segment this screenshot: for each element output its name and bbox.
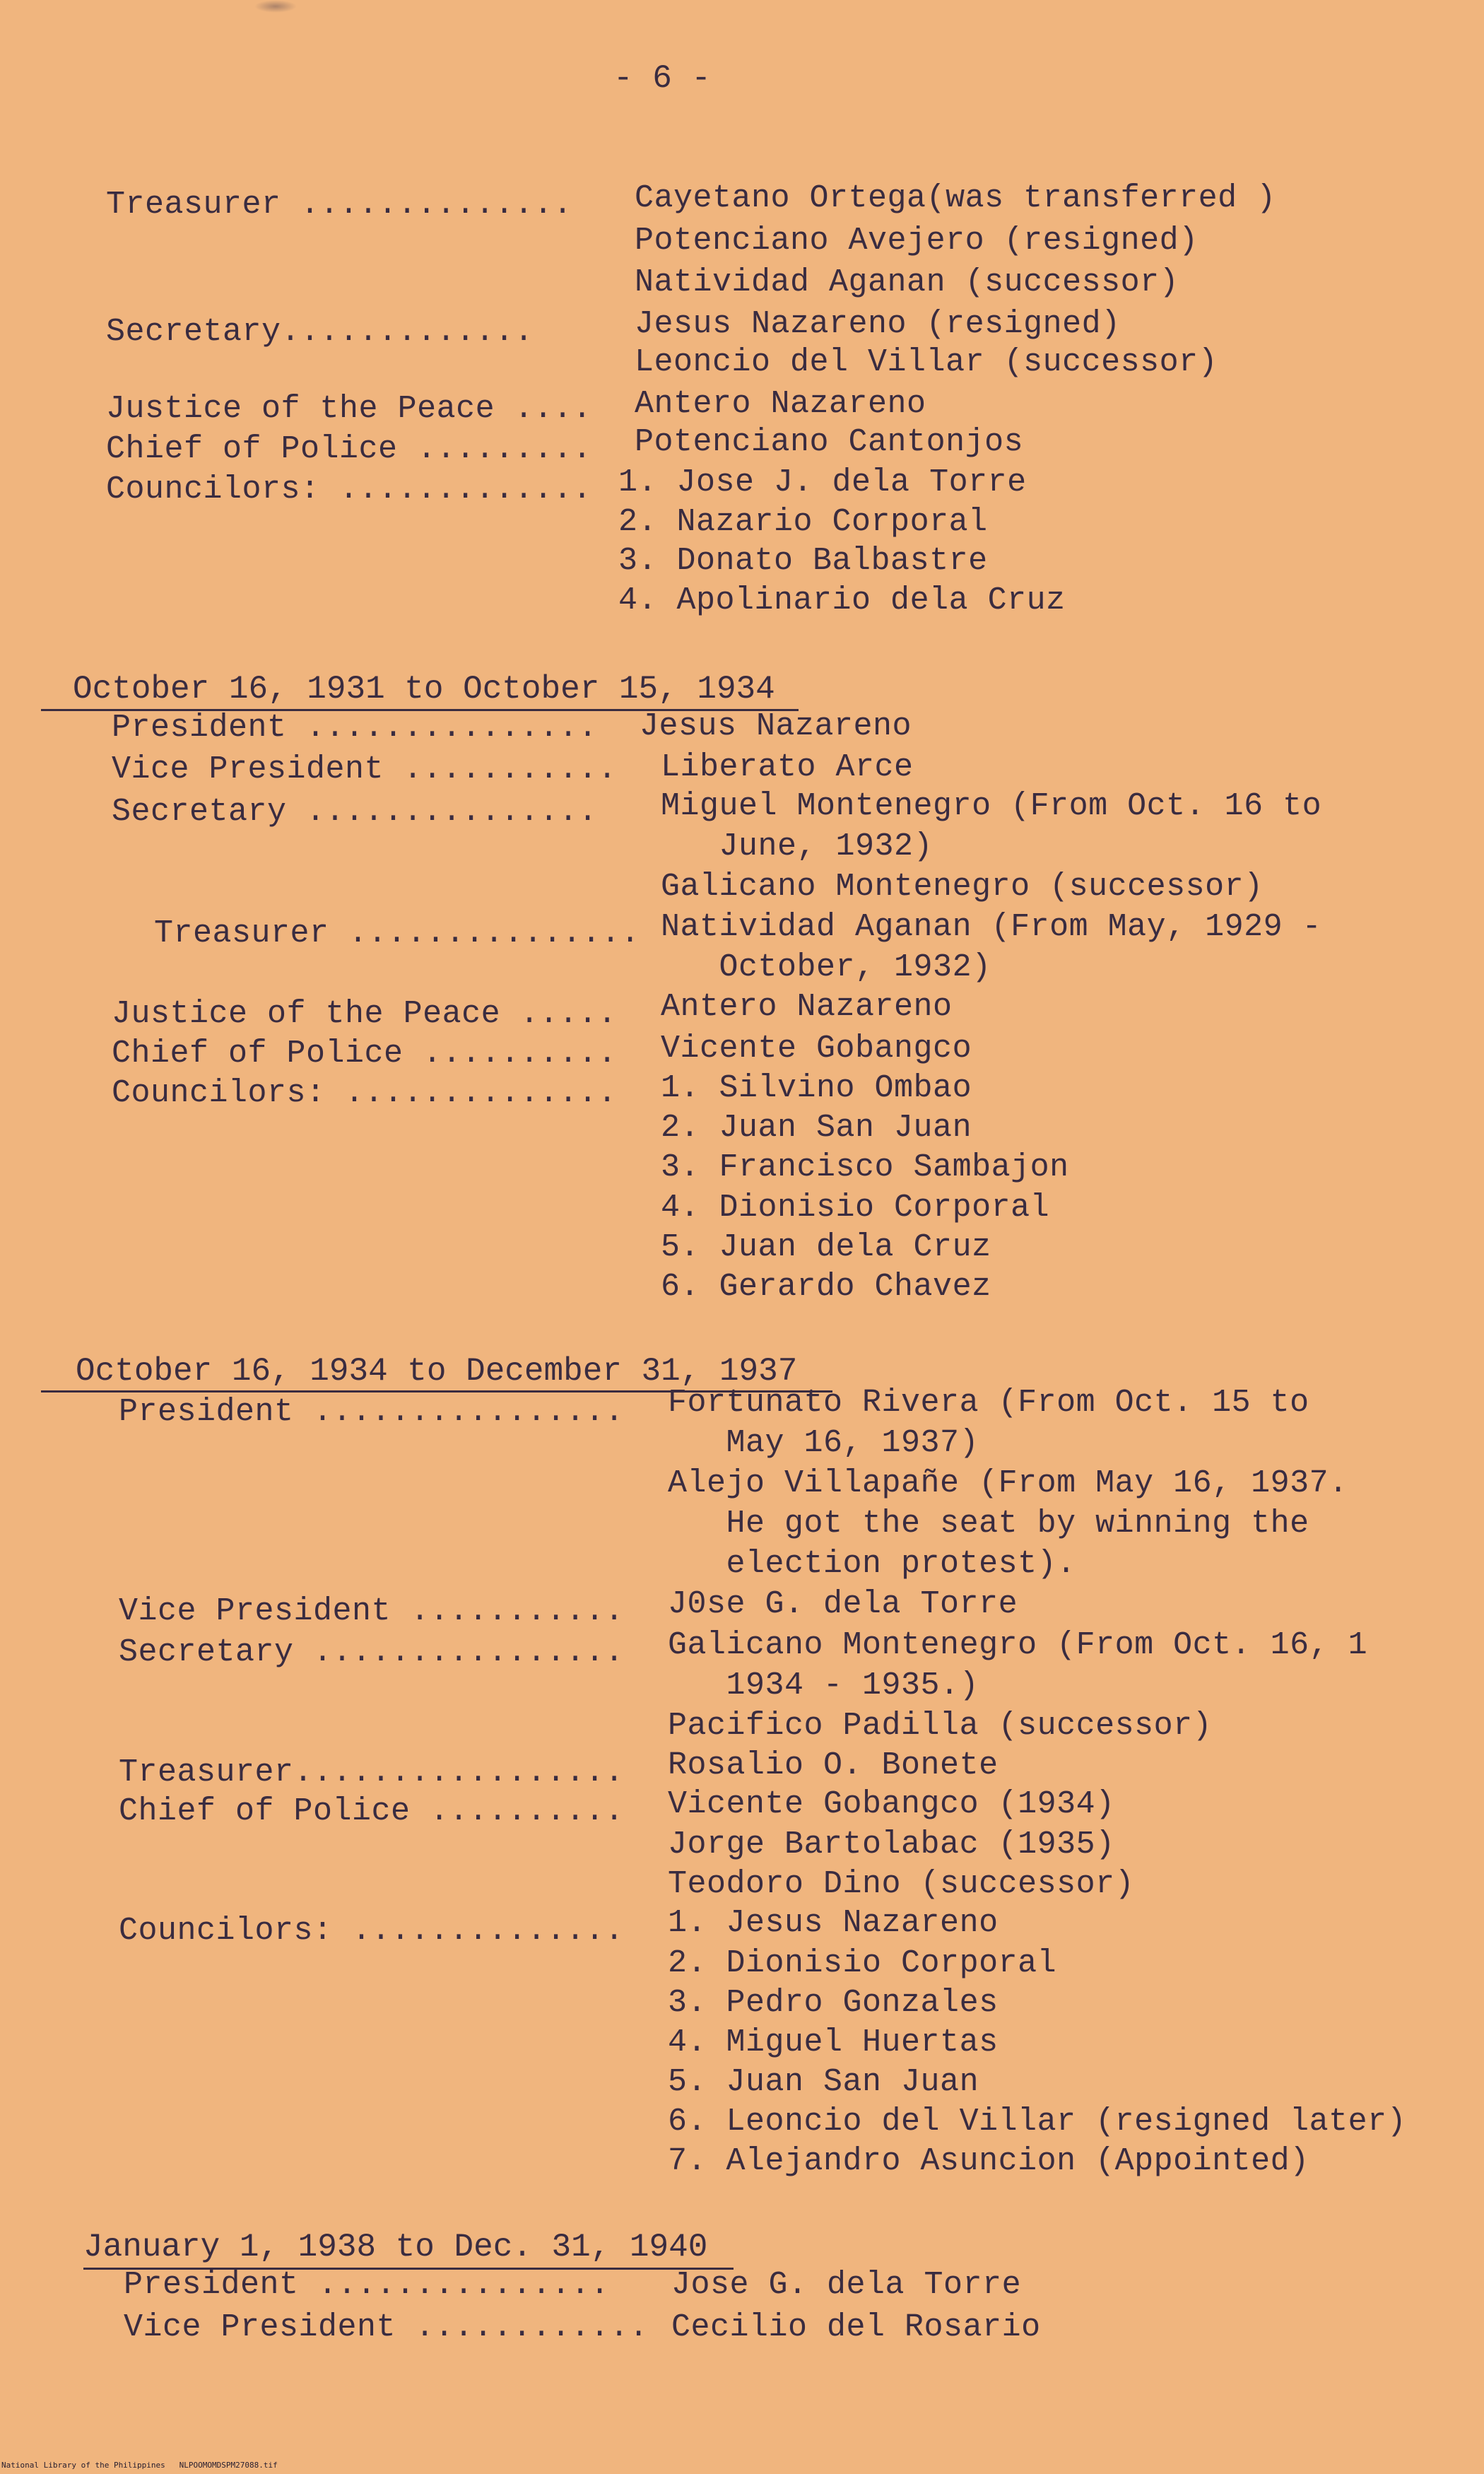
value-line: 7. Alejandro Asuncion (Appointed): [668, 2143, 1309, 2179]
value-line: October, 1932): [661, 949, 991, 985]
value-line: Jose G. dela Torre: [671, 2267, 1022, 2303]
value-line: Leoncio del Villar (successor): [635, 344, 1218, 380]
label-president: President ...............: [112, 710, 598, 746]
paper-speck: [254, 0, 297, 13]
value-line: 5. Juan San Juan: [668, 2064, 979, 2100]
label-president: President ................: [119, 1394, 625, 1430]
value-line: Vicente Gobangco (1934): [668, 1786, 1115, 1822]
value-line: Galicano Montenegro (successor): [661, 869, 1264, 905]
period-heading: October 16, 1931 to October 15, 1934: [73, 671, 775, 708]
value-line: 4. Miguel Huertas: [668, 2024, 999, 2060]
label-secretary: Secretary ...............: [112, 794, 598, 830]
value-line: 1. Silvino Ombao: [661, 1070, 972, 1106]
value-line: Jesus Nazareno (resigned): [635, 306, 1121, 342]
value-line: May 16, 1937): [668, 1425, 979, 1461]
value-line: 5. Juan dela Cruz: [661, 1229, 991, 1265]
value-line: election protest).: [668, 1546, 1076, 1582]
scan-footer: National Library of the Philippines NLPOOMOMDSPM27088.tif: [1, 2461, 278, 2470]
page-number: - 6 -: [613, 60, 712, 97]
value-line: Vicente Gobangco: [661, 1031, 972, 1067]
value-line: June, 1932): [661, 828, 934, 864]
label-secretary: Secretary.............: [106, 314, 534, 350]
value-line: 3. Francisco Sambajon: [661, 1149, 1069, 1185]
value-line: 6. Gerardo Chavez: [661, 1269, 991, 1305]
label-vice-president: Vice President ...........: [119, 1593, 625, 1629]
label-chief-police: Chief of Police ..........: [119, 1793, 625, 1829]
period-heading: October 16, 1934 to December 31, 1937: [76, 1353, 798, 1390]
period-heading: January 1, 1938 to Dec. 31, 1940: [83, 2229, 708, 2265]
value-line: Cecilio del Rosario: [671, 2309, 1041, 2345]
value-line: Potenciano Cantonjos: [635, 424, 1024, 460]
value-line: Pacifico Padilla (successor): [668, 1708, 1213, 1744]
label-president: President ...............: [124, 2267, 610, 2303]
label-councilors: Councilors: .............: [106, 471, 592, 508]
value-line: 3. Donato Balbastre: [618, 543, 988, 579]
value-line: 2. Nazario Corporal: [618, 504, 988, 540]
label-treasurer: Treasurer ...............: [154, 915, 640, 951]
value-line: Jorge Bartolabac (1935): [668, 1827, 1115, 1863]
value-line: Antero Nazareno: [635, 386, 926, 422]
value-line: 2. Juan San Juan: [661, 1110, 972, 1146]
value-line: 4. Apolinario dela Cruz: [618, 582, 1066, 618]
label-councilors: Councilors: ..............: [119, 1913, 625, 1949]
value-line: Jesus Nazareno: [640, 708, 912, 744]
value-line: He got the seat by winning the: [668, 1506, 1309, 1542]
label-chief-police: Chief of Police ..........: [112, 1036, 618, 1072]
label-chief-police: Chief of Police .........: [106, 431, 592, 467]
label-councilors: Councilors: ..............: [112, 1075, 618, 1111]
value-line: Potenciano Avejero (resigned): [635, 223, 1199, 259]
value-line: Natividad Aganan (successor): [635, 264, 1179, 300]
value-line: Antero Nazareno: [661, 989, 953, 1025]
value-line: Liberato Arce: [661, 749, 914, 785]
value-line: Fortunato Rivera (From Oct. 15 to: [668, 1385, 1309, 1421]
label-justice: Justice of the Peace ....: [106, 391, 592, 427]
value-line: 2. Dionisio Corporal: [668, 1945, 1057, 1981]
value-line: Natividad Aganan (From May, 1929 -: [661, 909, 1322, 945]
value-line: Rosalio O. Bonete: [668, 1747, 999, 1783]
value-line: 1934 - 1935.): [668, 1667, 979, 1704]
value-line: Galicano Montenegro (From Oct. 16, 1: [668, 1627, 1368, 1663]
value-line: J0se G. dela Torre: [668, 1586, 1018, 1622]
label-vice-president: Vice President ...........: [112, 751, 618, 787]
value-line: Teodoro Dino (successor): [668, 1866, 1135, 1902]
value-line: 3. Pedro Gonzales: [668, 1985, 999, 2021]
value-line: Alejo Villapañe (From May 16, 1937.: [668, 1465, 1348, 1501]
label-justice: Justice of the Peace .....: [112, 996, 618, 1032]
label-treasurer: Treasurer.................: [119, 1754, 625, 1790]
value-line: Cayetano Ortega(was transferred ): [635, 180, 1276, 216]
value-line: 6. Leoncio del Villar (resigned later): [668, 2104, 1407, 2140]
value-line: 1. Jesus Nazareno: [668, 1905, 999, 1941]
value-line: 4. Dionisio Corporal: [661, 1190, 1050, 1226]
label-vice-president: Vice President ............: [124, 2309, 649, 2345]
value-line: 1. Jose J. dela Torre: [618, 464, 1027, 500]
value-line: Miguel Montenegro (From Oct. 16 to: [661, 788, 1322, 824]
label-treasurer: Treasurer ..............: [106, 187, 573, 223]
label-secretary: Secretary ................: [119, 1634, 625, 1670]
